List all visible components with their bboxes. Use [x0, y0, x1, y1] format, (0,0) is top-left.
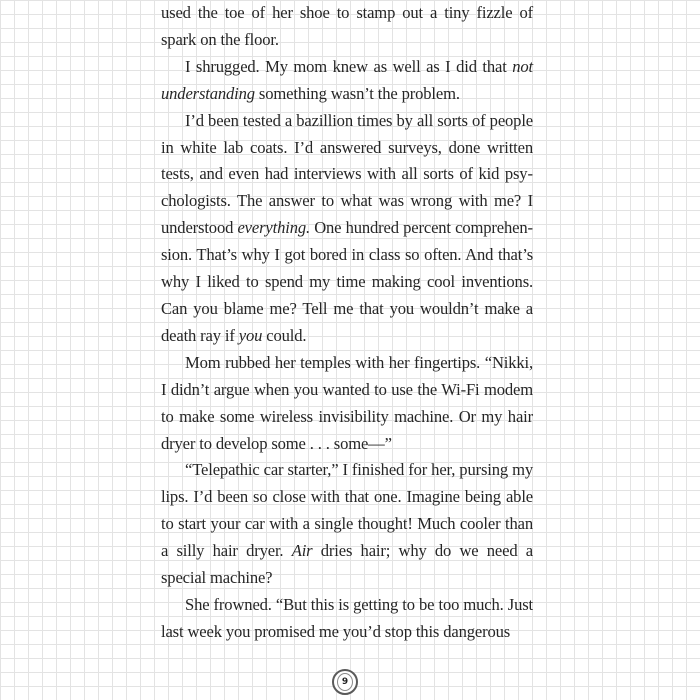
paragraph-4: [161, 350, 533, 458]
paragraph-3-seg-5: could.: [262, 325, 307, 345]
paragraph-3-seg-3: One hundred percent comprehension. That’s why I got bored in class so often. And that’s why I liked to spend my time making cool inventions. Can you blame me? Tell me that you wouldn’t make a death ray if: [161, 218, 533, 345]
paragraph-3-italic-2: you: [238, 325, 263, 345]
paragraph-1: [161, 0, 533, 54]
paragraph-3-seg-1: I’d been tested a bazillion times by all sorts of people in white lab coats. I’d answered surveys, done written tests, and even had interviews with all sorts of kid psychologists. The answer to what was wrong with me? I understood: [161, 110, 533, 238]
paragraph-3: [161, 108, 533, 350]
page-number-badge: [332, 669, 358, 695]
paragraph-2-italic: not understanding: [161, 56, 533, 103]
paragraph-5-italic: Air: [291, 541, 313, 561]
paragraph-6: [161, 592, 533, 646]
paragraph-3-italic-1: everything.: [237, 218, 310, 238]
paragraph-5: [161, 457, 533, 592]
page-number: 9: [337, 673, 353, 691]
paragraph-4-seg-1: Mom rubbed her temples with her fingertips. “Nikki, I didn’t argue when you wanted to use the Wi-Fi modem to make some wireless invisibility machine. Or my hair dryer to develop some . . . some—”: [161, 352, 533, 453]
paragraph-2-seg-3: something wasn’t the problem.: [254, 83, 460, 103]
paragraph-6-seg-1: She frowned. “But this is getting to be too much. Just last week you promised me you’d stop this dangerous: [161, 594, 533, 641]
paragraph-5-seg-3: dries hair; why do we need a special machine?: [161, 541, 534, 588]
paragraph-1-seg-1: used the toe of her shoe to stamp out a tiny fizzle of spark on the floor.: [161, 3, 533, 49]
body-text: [161, 0, 533, 646]
paragraph-2: [161, 54, 533, 108]
paragraph-2-seg-1: I shrugged. My mom knew as well as I did that: [185, 56, 513, 76]
paragraph-5-seg-1: “Telepathic car starter,” I finished for her, pursing my lips. I’d been so close with that one. Imagine being able to start your car with a single thought! Much cooler than a silly hair dryer.: [161, 460, 533, 561]
